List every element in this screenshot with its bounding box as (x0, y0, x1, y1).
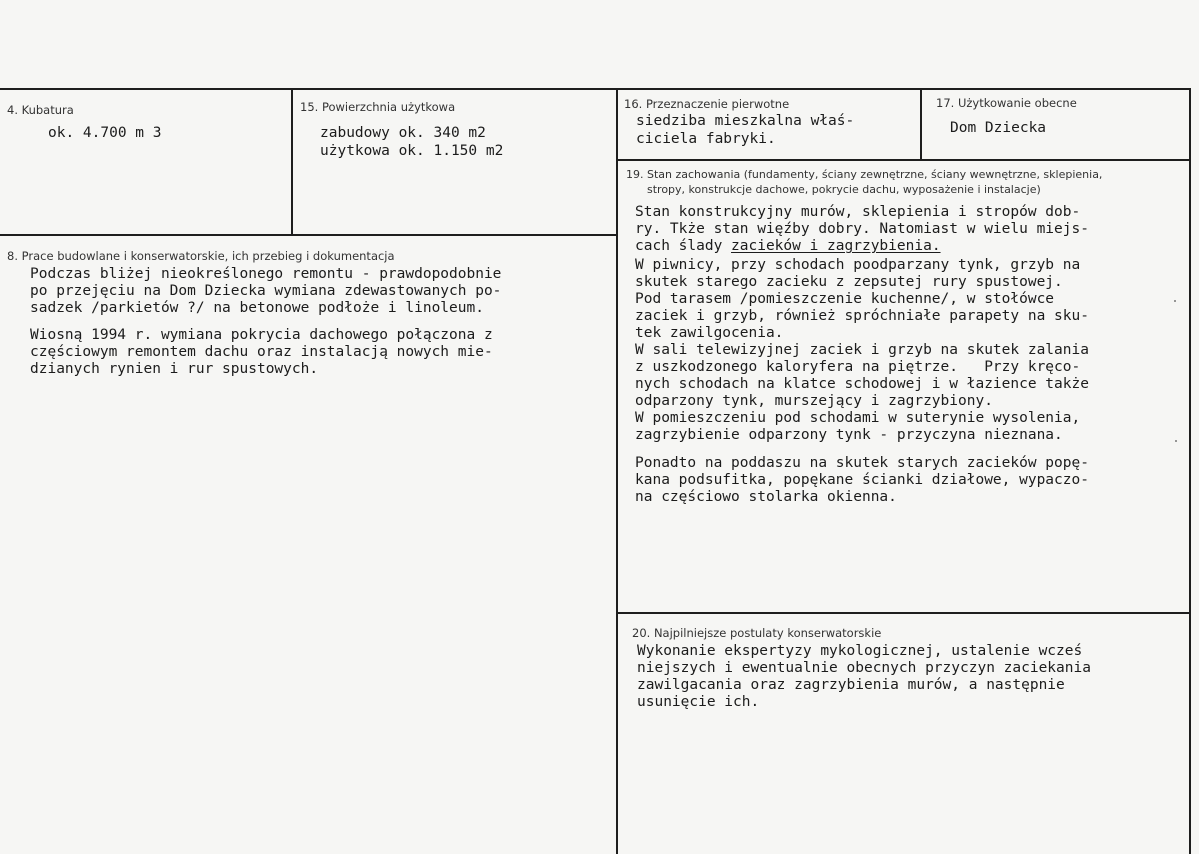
field-15-line-2: użytkowa ok. 1.150 m2 (320, 143, 504, 159)
field-16-line-2: ciciela fabryki. (636, 131, 776, 147)
field-19-line: skutek starego zacieku z zepsutej rury spustowej. (635, 274, 1063, 290)
field-20-label: 20. Najpilniejsze postulaty konserwatorskie (632, 626, 882, 640)
field-19-line: Stan konstrukcyjny murów, sklepienia i stropów dob- (635, 204, 1081, 220)
field-4-value: ok. 4.700 m 3 (48, 125, 162, 141)
paper-speck (1174, 300, 1176, 302)
field-19-line: odparzony tynk, murszejący i zagrzybiony. (635, 393, 993, 409)
field-8-line: Wiosną 1994 r. wymiana pokrycia dachowego połączona z (30, 327, 493, 343)
field-20-line: niejszych i ewentualnie obecnych przyczyn zaciekania (637, 660, 1091, 676)
field-19-line (635, 238, 941, 254)
field-19-line: Pod tarasem /pomieszczenie kuchenne/, w stołówce (635, 291, 1055, 307)
field-20-line: usunięcie ich. (637, 694, 760, 710)
field-19-line: nych schodach na klatce schodowej i w łazience także (635, 376, 1089, 392)
field-17-value: Dom Dziecka (950, 120, 1047, 136)
right-mid-border-line (617, 159, 1190, 161)
field-8-label: 8. Prace budowlane i konserwatorskie, ich przebieg i dokumentacja (7, 249, 395, 263)
field-20-line: Wykonanie ekspertyzy mykologicznej, ustalenie wcześ (637, 643, 1083, 659)
field-8-line: po przejęciu na Dom Dziecka wymiana zdewastowanych po- (30, 283, 502, 299)
field-19-label-line-2: stropy, konstrukcje dachowe, pokrycie dachu, wyposażenie i instalacje) (647, 183, 1041, 196)
field-19-line: zagrzybienie odparzony tynk - przyczyna nieznana. (635, 427, 1063, 443)
field-19-p2-line: na częściowo stolarka okienna. (635, 489, 897, 505)
field-19-line: W pomieszczeniu pod schodami w suterynie wysolenia, (635, 410, 1081, 426)
field-19-line: ry. Tkże stan więźby dobry. Natomiast w wielu miejs- (635, 221, 1089, 237)
field-16-line-1: siedziba mieszkalna właś- (636, 113, 855, 129)
field-19-p2-line: kana podsufitka, popękane ścianki działowe, wypaczo- (635, 472, 1089, 488)
right-border-line (1189, 88, 1191, 854)
field-19-line: z uszkodzonego kaloryfera na piętrze. Przy kręco- (635, 359, 1081, 375)
field-17-label: 17. Użytkowanie obecne (936, 96, 1077, 110)
field-19-underlined-phrase: zacieków i zagrzybienia. (731, 238, 941, 254)
field-19-label-line-1: 19. Stan zachowania (fundamenty, ściany zewnętrzne, ściany wewnętrzne, sklepienia, (626, 168, 1103, 181)
paper-speck (1175, 440, 1177, 442)
field-8-line: dzianych rynien i rur spustowych. (30, 361, 319, 377)
divider-4-15 (291, 88, 293, 235)
field-8-line: Podczas bliżej nieokreślonego remontu - prawdopodobnie (30, 266, 502, 282)
field-20-line: zawilgacania oraz zagrzybienia murów, a następnie (637, 677, 1065, 693)
field-19-line: W piwnicy, przy schodach poodparzany tynk, grzyb na (635, 257, 1081, 273)
field-19-line: zaciek i grzyb, również spróchniałe parapety na sku- (635, 308, 1089, 324)
field-19-line: W sali telewizyjnej zaciek i grzyb na skutek zalania (635, 342, 1089, 358)
row2-border-line (0, 234, 617, 236)
field-8-line: częściowym remontem dachu oraz instalacją nowych mie- (30, 344, 493, 360)
divider-main (616, 88, 618, 854)
field-19-line3-prefix: cach ślady (635, 238, 732, 254)
field-16-label: 16. Przeznaczenie pierwotne (624, 97, 790, 111)
field-19-line: tek zawilgocenia. (635, 325, 784, 341)
field-15-label: 15. Powierzchnia użytkowa (300, 100, 456, 114)
field-19-p2-line: Ponadto na poddaszu na skutek starych zacieków popę- (635, 455, 1089, 471)
field-4-label: 4. Kubatura (7, 103, 74, 117)
top-border-line (0, 88, 1190, 90)
field-15-line-1: zabudowy ok. 340 m2 (320, 125, 486, 141)
divider-16-17 (920, 88, 922, 160)
field-8-line: sadzek /parkietów ?/ na betonowe podłoże i linoleum. (30, 300, 484, 316)
field20-top-border-line (617, 612, 1190, 614)
